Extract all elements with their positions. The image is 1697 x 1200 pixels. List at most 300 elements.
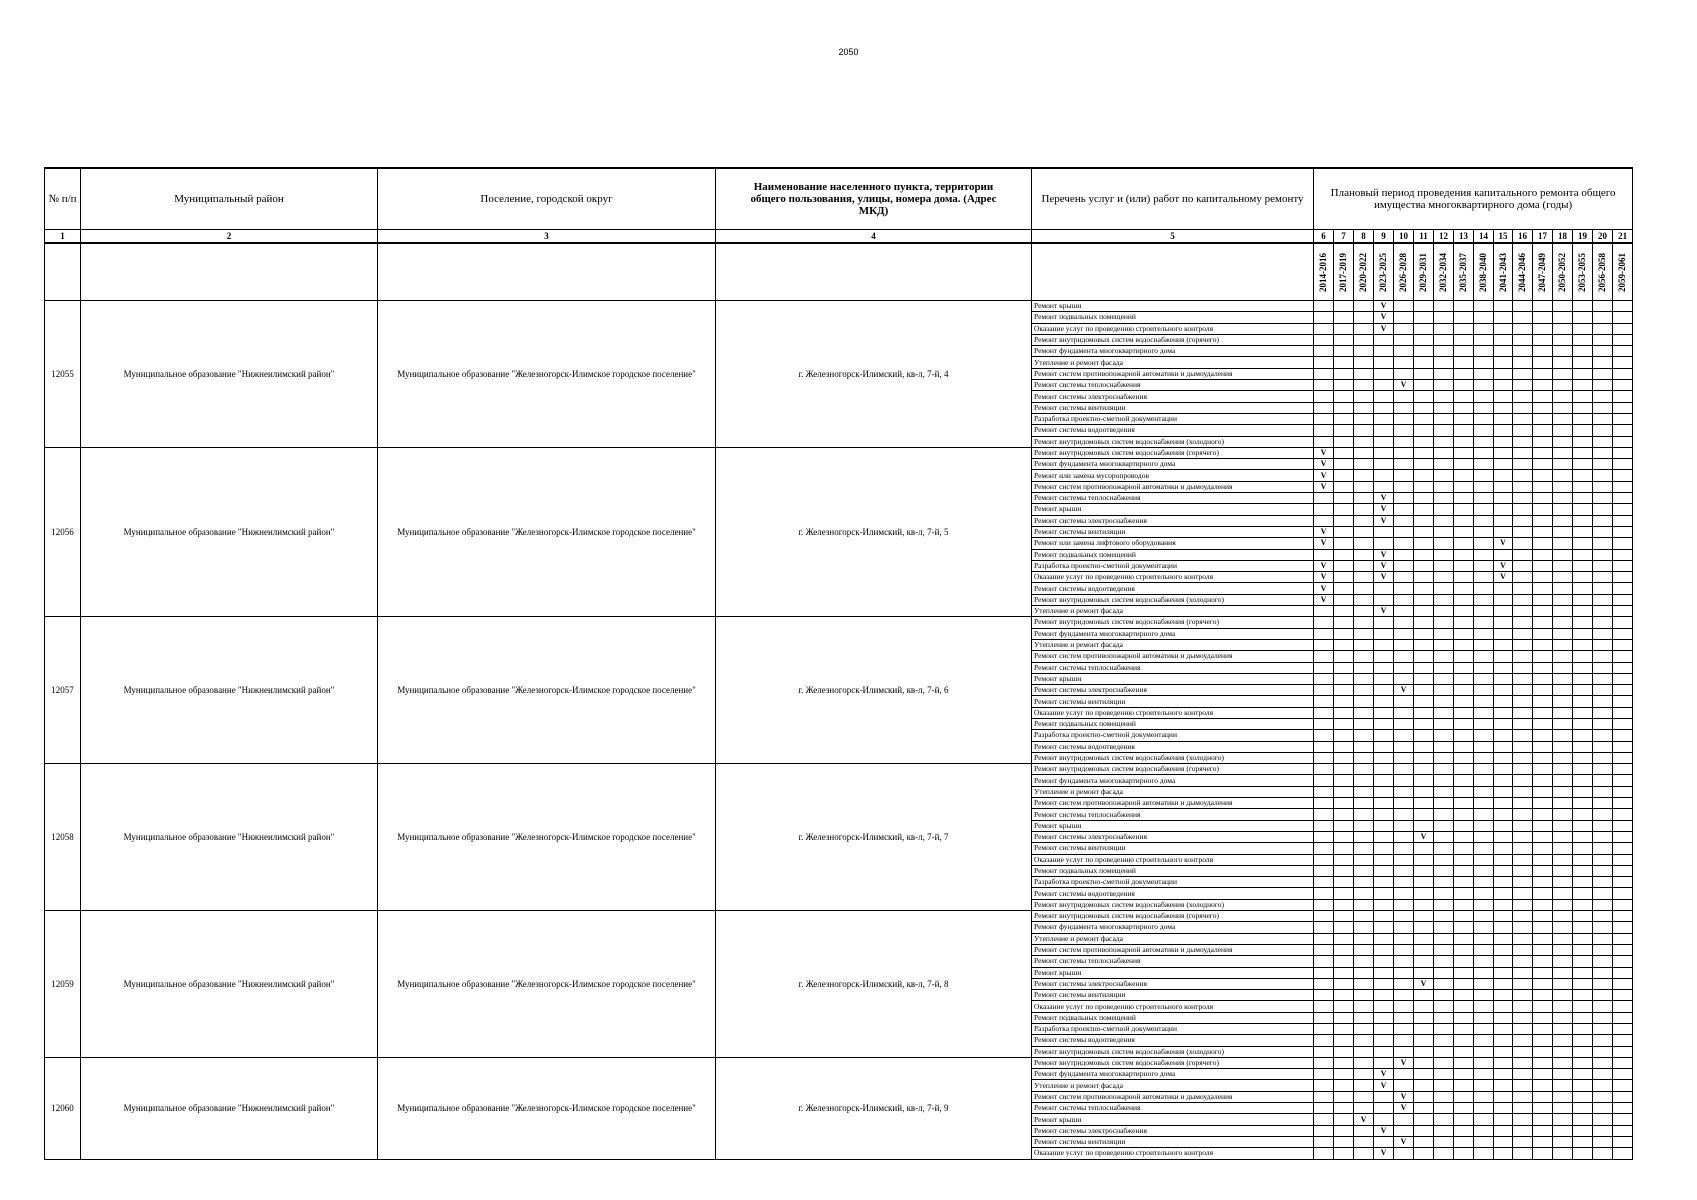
period-cell <box>1613 1001 1633 1012</box>
period-cell <box>1434 560 1454 571</box>
period-cell <box>1394 978 1414 989</box>
period-mark: V <box>1314 459 1334 470</box>
period-cell <box>1494 391 1513 402</box>
period-cell <box>1314 741 1334 752</box>
period-cell <box>1434 752 1454 763</box>
period-cell <box>1354 786 1374 797</box>
period-cell <box>1414 843 1434 854</box>
period-cell <box>1334 752 1354 763</box>
period-cell <box>1513 1001 1533 1012</box>
period-cell <box>1573 673 1593 684</box>
period-cell <box>1533 888 1553 899</box>
work-item: Ремонт системы электроснабжения <box>1032 515 1314 526</box>
period-cell <box>1314 1148 1334 1159</box>
work-item: Ремонт внутридомовых систем водоснабжения (горячего) <box>1032 447 1314 458</box>
work-item: Ремонт внутридомовых систем водоснабжения (холодного) <box>1032 436 1314 447</box>
period-mark: V <box>1314 481 1334 492</box>
period-cell <box>1334 1001 1354 1012</box>
period-cell <box>1434 1080 1454 1091</box>
row-settlement: Муниципальное образование "Железногорск-Илимское городское поселение" <box>378 617 716 764</box>
period-cell <box>1434 967 1454 978</box>
period-cell <box>1474 504 1494 515</box>
period-cell <box>1314 1114 1334 1125</box>
period-cell <box>1533 301 1553 312</box>
period-cell <box>1513 764 1533 775</box>
period-cell <box>1533 459 1553 470</box>
period-cell <box>1354 504 1374 515</box>
period-cell <box>1474 956 1494 967</box>
period-cell <box>1553 865 1573 876</box>
period-cell <box>1374 357 1394 368</box>
period-cell <box>1494 1069 1513 1080</box>
period-cell <box>1374 685 1394 696</box>
period-cell <box>1454 831 1474 842</box>
period-cell <box>1474 662 1494 673</box>
period-cell <box>1314 1080 1334 1091</box>
period-cell <box>1494 831 1513 842</box>
period-cell <box>1494 1057 1513 1068</box>
period-cell <box>1613 481 1633 492</box>
period-cell <box>1414 334 1434 345</box>
period-cell <box>1474 334 1494 345</box>
period-cell <box>1613 515 1633 526</box>
period-cell <box>1394 854 1414 865</box>
period-cell <box>1334 312 1354 323</box>
period-cell <box>1394 809 1414 820</box>
period-cell <box>1414 447 1434 458</box>
period-cell <box>1494 493 1513 504</box>
period-cell <box>1494 752 1513 763</box>
period-cell <box>1533 1012 1553 1023</box>
work-item: Утепление и ремонт фасада <box>1032 639 1314 650</box>
period-cell <box>1314 831 1334 842</box>
period-cell <box>1334 775 1354 786</box>
period-cell <box>1494 380 1513 391</box>
period-cell <box>1553 1103 1573 1114</box>
period-cell <box>1334 594 1354 605</box>
period-cell <box>1593 990 1613 1001</box>
period-cell <box>1494 413 1513 424</box>
period-cell <box>1334 368 1354 379</box>
period-cell <box>1553 1024 1573 1035</box>
period-cell <box>1374 1035 1394 1046</box>
year-header <box>1394 243 1414 301</box>
period-cell <box>1454 515 1474 526</box>
period-cell <box>1553 662 1573 673</box>
period-cell <box>1414 515 1434 526</box>
period-cell <box>1354 685 1374 696</box>
year-header <box>1374 243 1394 301</box>
work-item: Утепление и ремонт фасада <box>1032 606 1314 617</box>
row-number: 12057 <box>45 617 81 764</box>
period-cell <box>1414 786 1434 797</box>
period-cell <box>1573 1080 1593 1091</box>
period-cell <box>1334 786 1354 797</box>
period-cell <box>1314 391 1334 402</box>
period-cell <box>1414 1148 1434 1159</box>
period-cell <box>1494 402 1513 413</box>
period-cell <box>1613 990 1633 1001</box>
year-label: 2038-2040 <box>1478 252 1488 292</box>
period-cell <box>1434 470 1454 481</box>
period-cell <box>1533 741 1553 752</box>
work-item: Утепление и ремонт фасада <box>1032 1080 1314 1091</box>
period-cell <box>1454 888 1474 899</box>
period-cell <box>1494 685 1513 696</box>
work-item: Утепление и ремонт фасада <box>1032 933 1314 944</box>
work-item: Ремонт системы вентиляции <box>1032 843 1314 854</box>
period-cell <box>1414 572 1434 583</box>
work-item: Ремонт подвальных помещений <box>1032 865 1314 876</box>
period-cell <box>1474 447 1494 458</box>
work-item: Утепление и ремонт фасада <box>1032 357 1314 368</box>
period-cell <box>1553 312 1573 323</box>
period-cell <box>1374 809 1394 820</box>
period-cell <box>1573 843 1593 854</box>
period-cell <box>1334 1091 1354 1102</box>
period-cell <box>1553 673 1573 684</box>
period-cell <box>1434 334 1454 345</box>
period-cell <box>1374 391 1394 402</box>
work-item: Ремонт или замена лифтового оборудования <box>1032 538 1314 549</box>
period-cell <box>1513 312 1533 323</box>
period-cell <box>1474 775 1494 786</box>
period-cell <box>1474 673 1494 684</box>
period-cell <box>1414 402 1434 413</box>
period-cell <box>1553 436 1573 447</box>
period-cell <box>1474 413 1494 424</box>
period-cell <box>1374 1012 1394 1023</box>
work-item: Ремонт системы теплоснабжения <box>1032 1103 1314 1114</box>
period-cell <box>1314 493 1334 504</box>
period-cell <box>1354 515 1374 526</box>
period-mark: V <box>1314 594 1334 605</box>
period-cell <box>1513 572 1533 583</box>
period-cell <box>1314 865 1334 876</box>
period-cell <box>1494 718 1513 729</box>
period-cell <box>1553 504 1573 515</box>
period-cell <box>1354 865 1374 876</box>
period-cell <box>1593 764 1613 775</box>
period-cell <box>1334 831 1354 842</box>
period-cell <box>1354 673 1374 684</box>
period-cell <box>1334 572 1354 583</box>
period-cell <box>1334 911 1354 922</box>
period-cell <box>1394 312 1414 323</box>
period-cell <box>1613 583 1633 594</box>
period-cell <box>1434 504 1454 515</box>
period-cell <box>1374 933 1394 944</box>
period-cell <box>1354 470 1374 481</box>
period-cell <box>1533 436 1553 447</box>
period-cell <box>1374 843 1394 854</box>
period-cell <box>1553 752 1573 763</box>
period-cell <box>1334 990 1354 1001</box>
period-mark: V <box>1314 447 1334 458</box>
period-cell <box>1374 786 1394 797</box>
work-item: Ремонт внутридомовых систем водоснабжения (горячего) <box>1032 334 1314 345</box>
period-cell <box>1414 436 1434 447</box>
period-cell <box>1553 572 1573 583</box>
period-cell <box>1374 368 1394 379</box>
period-mark: V <box>1374 1125 1394 1136</box>
capital-repair-table <box>44 167 1633 1160</box>
period-cell <box>1354 594 1374 605</box>
work-item: Ремонт систем противопожарной автоматики и дымоудаления <box>1032 481 1314 492</box>
period-cell <box>1613 843 1633 854</box>
column-number: 9 <box>1374 230 1394 244</box>
period-cell <box>1374 877 1394 888</box>
period-cell <box>1593 312 1613 323</box>
period-cell <box>1414 899 1434 910</box>
period-cell <box>1593 786 1613 797</box>
period-cell <box>1513 685 1533 696</box>
row-district: Муниципальное образование "Нижнеилимский район" <box>81 764 378 911</box>
period-cell <box>1553 526 1573 537</box>
period-cell <box>1354 1046 1374 1057</box>
period-cell <box>1474 402 1494 413</box>
period-cell <box>1533 493 1553 504</box>
period-cell <box>1593 831 1613 842</box>
period-cell <box>1374 526 1394 537</box>
period-cell <box>1593 368 1613 379</box>
period-cell <box>1533 809 1553 820</box>
period-cell <box>1553 617 1573 628</box>
period-cell <box>1613 809 1633 820</box>
period-cell <box>1573 933 1593 944</box>
period-cell <box>1314 1012 1334 1023</box>
period-cell <box>1474 843 1494 854</box>
period-cell <box>1573 662 1593 673</box>
period-mark: V <box>1354 1114 1374 1125</box>
period-cell <box>1474 572 1494 583</box>
period-mark: V <box>1414 831 1434 842</box>
period-cell <box>1573 798 1593 809</box>
period-cell <box>1553 493 1573 504</box>
period-cell <box>1553 831 1573 842</box>
period-cell <box>1434 606 1454 617</box>
period-cell <box>1553 1091 1573 1102</box>
period-cell <box>1474 741 1494 752</box>
period-cell <box>1553 606 1573 617</box>
period-cell <box>1454 436 1474 447</box>
period-cell <box>1354 572 1374 583</box>
period-cell <box>1494 911 1513 922</box>
period-cell <box>1593 685 1613 696</box>
period-cell <box>1573 538 1593 549</box>
period-cell <box>1354 323 1374 334</box>
period-cell <box>1513 594 1533 605</box>
period-cell <box>1533 380 1553 391</box>
period-cell <box>1394 538 1414 549</box>
period-cell <box>1374 978 1394 989</box>
year-header <box>1613 243 1633 301</box>
period-cell <box>1533 504 1553 515</box>
period-cell <box>1553 1057 1573 1068</box>
period-cell <box>1513 673 1533 684</box>
period-cell <box>1314 357 1334 368</box>
period-cell <box>1334 1035 1354 1046</box>
period-cell <box>1513 1080 1533 1091</box>
period-cell <box>1613 334 1633 345</box>
period-cell <box>1414 1136 1434 1147</box>
header-settlement: Поселение, городской округ <box>378 168 716 230</box>
period-cell <box>1494 425 1513 436</box>
period-cell <box>1374 1057 1394 1068</box>
period-cell <box>1533 1035 1553 1046</box>
work-item: Ремонт системы вентиляции <box>1032 1136 1314 1147</box>
period-cell <box>1454 572 1474 583</box>
period-cell <box>1593 662 1613 673</box>
period-cell <box>1573 560 1593 571</box>
period-cell <box>1573 967 1593 978</box>
period-mark: V <box>1314 538 1334 549</box>
period-cell <box>1533 481 1553 492</box>
period-cell <box>1474 1057 1494 1068</box>
period-cell <box>1533 978 1553 989</box>
period-cell <box>1454 1046 1474 1057</box>
period-mark: V <box>1394 1136 1414 1147</box>
period-cell <box>1613 357 1633 368</box>
period-cell <box>1394 764 1414 775</box>
period-cell <box>1513 786 1533 797</box>
period-cell <box>1454 865 1474 876</box>
column-number: 3 <box>378 230 716 244</box>
period-cell <box>1573 1114 1593 1125</box>
row-district: Муниципальное образование "Нижнеилимский район" <box>81 301 378 448</box>
period-mark: V <box>1374 301 1394 312</box>
period-cell <box>1494 843 1513 854</box>
period-cell <box>1553 515 1573 526</box>
period-cell <box>1394 301 1414 312</box>
period-cell <box>1513 1103 1533 1114</box>
period-cell <box>1533 470 1553 481</box>
period-cell <box>1314 899 1334 910</box>
period-cell <box>1533 606 1553 617</box>
period-cell <box>1394 572 1414 583</box>
period-cell <box>1334 673 1354 684</box>
period-cell <box>1474 1091 1494 1102</box>
column-number: 10 <box>1394 230 1414 244</box>
period-cell <box>1474 606 1494 617</box>
period-cell <box>1354 357 1374 368</box>
period-cell <box>1374 990 1394 1001</box>
period-cell <box>1334 662 1354 673</box>
period-cell <box>1474 1080 1494 1091</box>
period-cell <box>1474 323 1494 334</box>
period-cell <box>1454 1114 1474 1125</box>
period-cell <box>1354 493 1374 504</box>
period-cell <box>1394 402 1414 413</box>
period-cell <box>1334 843 1354 854</box>
row-address: г. Железногорск-Илимский, кв-л, 7-й, 7 <box>716 764 1032 911</box>
period-cell <box>1454 1012 1474 1023</box>
column-number: 4 <box>716 230 1032 244</box>
period-cell <box>1613 944 1633 955</box>
period-cell <box>1593 459 1613 470</box>
period-cell <box>1314 956 1334 967</box>
period-cell <box>1334 1024 1354 1035</box>
period-cell <box>1314 1046 1334 1057</box>
period-cell <box>1374 888 1394 899</box>
period-cell <box>1573 504 1593 515</box>
period-cell <box>1414 718 1434 729</box>
period-cell <box>1414 752 1434 763</box>
period-cell <box>1414 549 1434 560</box>
period-cell <box>1394 560 1414 571</box>
period-cell <box>1494 1091 1513 1102</box>
period-cell <box>1434 639 1454 650</box>
period-cell <box>1613 301 1633 312</box>
period-cell <box>1314 301 1334 312</box>
period-cell <box>1553 854 1573 865</box>
period-cell <box>1613 1103 1633 1114</box>
work-item: Ремонт внутридомовых систем водоснабжения (холодного) <box>1032 1046 1314 1057</box>
period-cell <box>1394 1035 1414 1046</box>
period-cell <box>1314 1035 1334 1046</box>
row-district: Муниципальное образование "Нижнеилимский район" <box>81 617 378 764</box>
period-cell <box>1434 854 1454 865</box>
period-cell <box>1394 594 1414 605</box>
period-cell <box>1613 798 1633 809</box>
period-cell <box>1414 888 1434 899</box>
period-cell <box>1454 718 1474 729</box>
period-cell <box>1434 798 1454 809</box>
period-cell <box>1513 718 1533 729</box>
period-cell <box>1334 560 1354 571</box>
period-cell <box>1434 730 1454 741</box>
period-cell <box>1374 798 1394 809</box>
period-cell <box>1513 707 1533 718</box>
period-cell <box>1414 956 1434 967</box>
period-cell <box>1314 730 1334 741</box>
year-header <box>1553 243 1573 301</box>
period-cell <box>1613 606 1633 617</box>
period-cell <box>1494 1001 1513 1012</box>
period-cell <box>1414 764 1434 775</box>
period-cell <box>1314 944 1334 955</box>
period-cell <box>1613 820 1633 831</box>
period-cell <box>1494 459 1513 470</box>
period-cell <box>1454 956 1474 967</box>
period-cell <box>1573 447 1593 458</box>
period-cell <box>1553 368 1573 379</box>
period-cell <box>1314 323 1334 334</box>
period-cell <box>1334 1046 1354 1057</box>
period-cell <box>1613 312 1633 323</box>
period-cell <box>1593 470 1613 481</box>
period-cell <box>1434 1069 1454 1080</box>
period-cell <box>1513 978 1533 989</box>
period-cell <box>1414 560 1434 571</box>
period-cell <box>1454 899 1474 910</box>
period-cell <box>1314 413 1334 424</box>
period-cell <box>1314 798 1334 809</box>
period-cell <box>1494 583 1513 594</box>
period-cell <box>1314 696 1334 707</box>
period-cell <box>1334 470 1354 481</box>
period-cell <box>1593 1136 1613 1147</box>
period-cell <box>1513 436 1533 447</box>
period-mark: V <box>1394 1057 1414 1068</box>
period-cell <box>1513 481 1533 492</box>
period-cell <box>1354 380 1374 391</box>
period-cell <box>1454 368 1474 379</box>
period-cell <box>1354 764 1374 775</box>
period-cell <box>1474 990 1494 1001</box>
work-item: Ремонт системы электроснабжения <box>1032 685 1314 696</box>
period-cell <box>1314 888 1334 899</box>
